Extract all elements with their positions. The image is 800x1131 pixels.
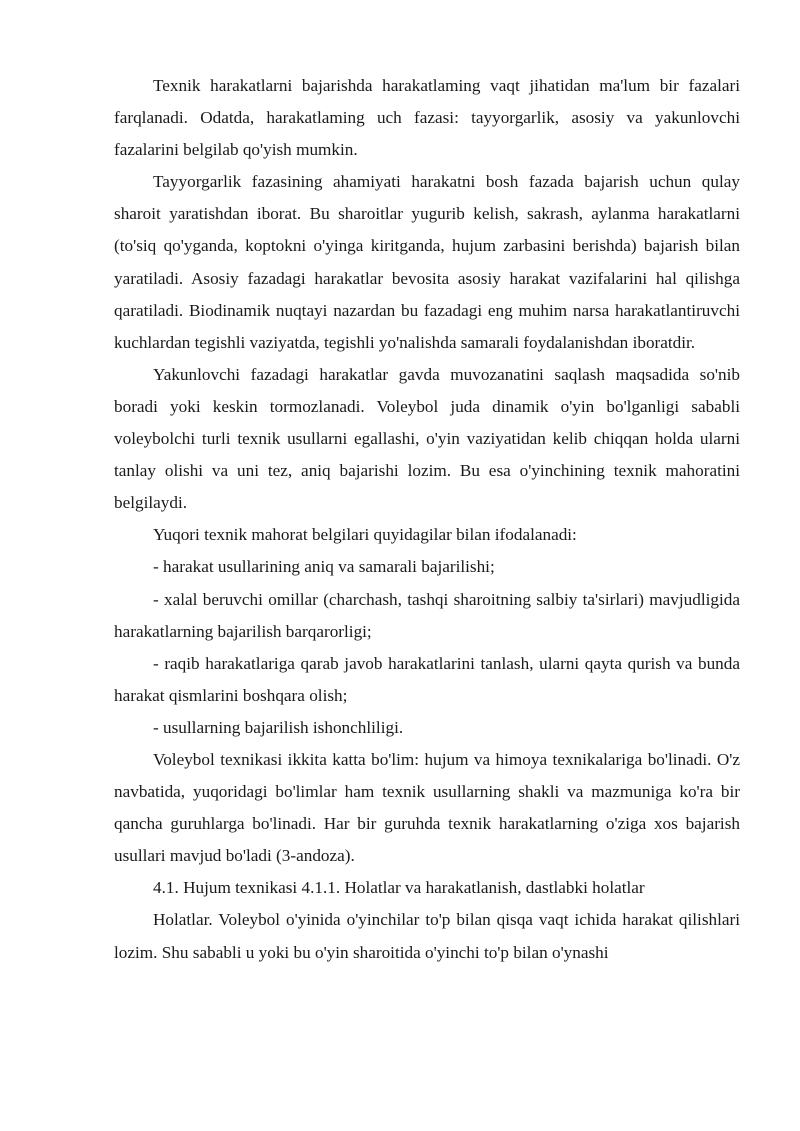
list-item: - harakat usullarining aniq va samarali bajarilishi; <box>153 557 495 577</box>
list-item: - usullarning bajarilish ishonchliligi. <box>153 717 404 737</box>
paragraph-final-phase: Yakunlovchi fazadagi harakatlar gavda muvozanatini saqlash maqsadida so'nib boradi yoki keskin tormozlanadi. Voleybol juda dinamik o'yin bo'lganligi sababli voleybolchi turli texnik usullarni egallashi, o'yin vaziyatidan kelib chiqqan holda ularni tanlay olishi va uni tez, aniq bajarishi lozim. Bu esa o'yinchining texnik mahoratini belgilaydi. <box>114 364 740 513</box>
paragraph-preparation-phase: Tayyorgarlik fazasining ahamiyati harakatni bosh fazada bajarish uchun qulay sharoit yaratishdan iborat. Bu sharoitlar yugurib kelish, sakrash, aylanma harakatlarni (to'siq qo'yganda, koptokni o'yinga kiritganda, hujum zarbasini berishda) bajarish bilan yaratiladi. Asosiy fazadagi harakatlar bevosita asosiy harakat vazifalarini hal qilishga qaratiladi. Biodinamik nuqtayi nazardan bu fazadagi eng muhim narsa harakatlantiruvchi kuchlardan tegishli vaziyatda, tegishli yo'nalishda samarali foydalanishdan iboratdir. <box>114 172 740 352</box>
document-page <box>114 70 740 969</box>
section-heading: 4.1. Hujum texnikasi 4.1.1. Holatlar va harakatlanish, dastlabki holatlar <box>153 878 645 898</box>
list-item: - raqib harakatlariga qarab javob harakatlarini tanlash, ularni qayta qurish va bunda harakat qismlarini boshqara olish; <box>114 653 740 705</box>
paragraph-volleyball-technique: Voleybol texnikasi ikkita katta bo'lim: hujum va himoya texnikalariga bo'linadi. O'z navbatida, yuqoridagi bo'limlar ham texnik usullarning shakli va mazmuniga ko'ra bir qancha guruhlarga bo'linadi. Har bir guruhda texnik harakatlarning o'ziga xos bajarish usullari mavjud bo'ladi (3-andoza). <box>114 749 740 866</box>
paragraph-phases-intro: Texnik harakatlarni bajarishda harakatlaming vaqt jihatidan ma'lum bir fazalari farqlanadi. Odatda, harakatlaming uch fazasi: tayyorgarlik, asosiy va yakunlovchi fazalarini belgilab qo'yish mumkin. <box>114 76 740 160</box>
paragraph-positions: Holatlar. Voleybol o'yinida o'yinchilar to'p bilan qisqa vaqt ichida harakat qilishlari lozim. Shu sababli u yoki bu o'yin sharoitida o'yinchi to'p bilan o'ynashi <box>114 910 740 962</box>
paragraph-mastery-signs: Yuqori texnik mahorat belgilari quyidagilar bilan ifodalanadi: <box>153 525 577 545</box>
list-item: - xalal beruvchi omillar (charchash, tashqi sharoitning salbiy ta'sirlari) mavjudligida harakatlarning bajarilish barqarorligi; <box>114 589 740 641</box>
